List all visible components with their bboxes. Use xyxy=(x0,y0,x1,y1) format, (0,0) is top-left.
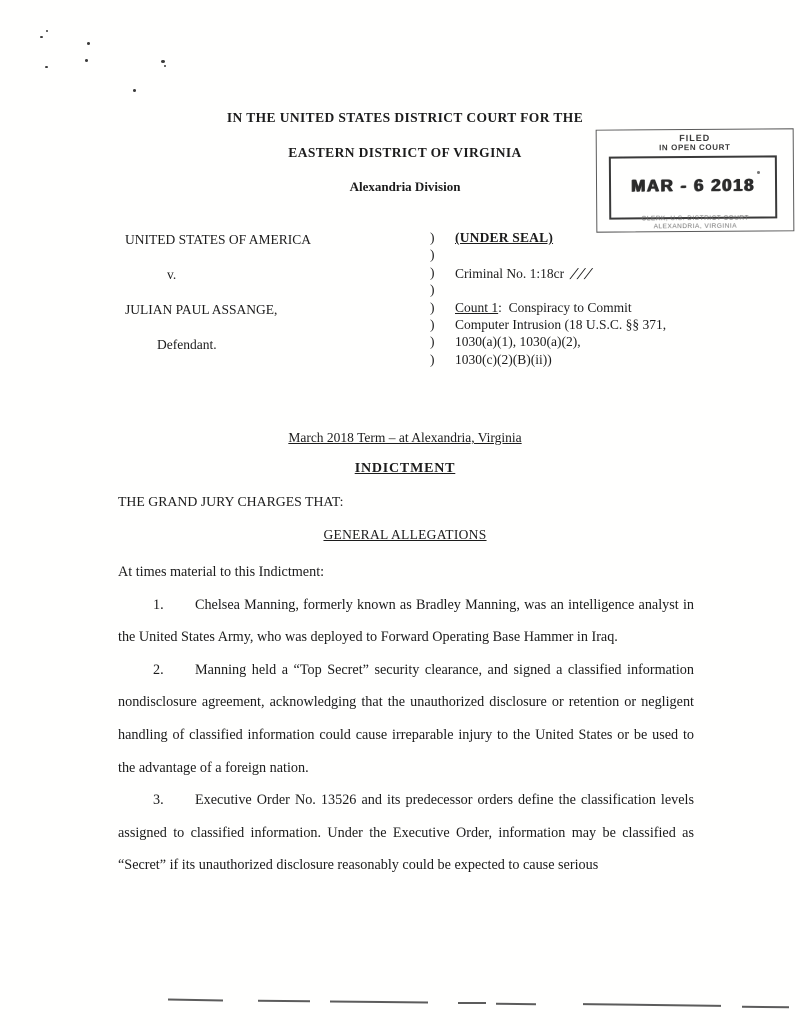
scan-dash xyxy=(742,1006,789,1008)
scan-speckle xyxy=(164,65,166,67)
grand-jury-charges-line: THE GRAND JURY CHARGES THAT: xyxy=(118,494,344,509)
paragraph-2-text: Manning held a “Top Secret” security clearance, and signed a classified information nondisclosure agreement, acknowledging that the unauthorized disclosure or retention or negligent handling of classified information could cause irreparable injury to the United States or be used to the advantage of a foreign nation. xyxy=(118,661,694,776)
scan-speckle xyxy=(161,60,165,63)
paragraph-3 xyxy=(118,784,694,882)
court-division: Alexandria Division xyxy=(349,179,461,194)
plaintiff-name: UNITED STATES OF AMERICA xyxy=(125,232,312,247)
caption-paren: ) xyxy=(430,316,435,332)
caption-charges-column xyxy=(455,229,700,368)
scan-speckle xyxy=(46,30,48,32)
paragraph-1-number: 1. xyxy=(153,596,164,613)
stamp-clerk-line2: ALEXANDRIA, VIRGINIA xyxy=(653,222,737,230)
scan-dash xyxy=(330,1000,428,1003)
scan-speckle xyxy=(87,42,90,45)
paragraph-2 xyxy=(118,654,694,784)
defendant-label: Defendant. xyxy=(157,337,217,352)
stamp-open-court-label: IN OPEN COURT xyxy=(659,142,731,153)
scan-dash xyxy=(583,1003,721,1006)
caption-paren: ) xyxy=(430,230,435,245)
paragraph-1-text: Chelsea Manning, formerly known as Bradley Manning, was an intelligence analyst in the United States Army, who was deployed to Forward Operating Base Hammer in Iraq. xyxy=(118,596,694,646)
indictment-title-text: INDICTMENT xyxy=(354,461,456,476)
criminal-number: Criminal No. 1:18cr xyxy=(455,265,565,281)
scan-speckle xyxy=(45,66,48,68)
term-line xyxy=(10,430,800,446)
caption-paren-column xyxy=(430,229,435,368)
indictment-title xyxy=(10,461,800,477)
count-line2: Computer Intrusion (18 U.S.C. §§ 371, xyxy=(455,316,667,332)
criminal-number-handwritten: /// xyxy=(569,263,596,283)
versus-label: v. xyxy=(167,267,177,282)
count-line4: 1030(c)(2)(B)(ii)) xyxy=(455,351,552,367)
paragraph-3-number: 3. xyxy=(153,792,164,809)
section-heading-general-allegations xyxy=(10,527,800,543)
caption-paren: ) xyxy=(430,334,435,350)
scan-dash xyxy=(258,1000,310,1002)
caption-paren: ) xyxy=(430,247,435,263)
scan-dash xyxy=(496,1003,536,1005)
scan-speckle xyxy=(133,89,136,92)
paragraph-1 xyxy=(118,589,694,654)
count-description: : Conspiracy to Commit xyxy=(498,299,632,315)
filed-stamp xyxy=(596,128,795,232)
caption-paren: ) xyxy=(430,351,435,367)
stamp-date-box xyxy=(609,155,777,219)
caption-paren: ) xyxy=(430,282,435,298)
paragraph-2-number: 2. xyxy=(153,661,164,678)
stamp-clerk-line1: CLERK, U.S. DISTRICT COURT xyxy=(641,214,749,223)
body-text xyxy=(118,556,694,882)
stamp-date: MAR - 6 2018 xyxy=(631,175,756,196)
defendant-name: JULIAN PAUL ASSANGE, xyxy=(125,302,278,317)
term-line-text: March 2018 Term – at Alexandria, Virginia xyxy=(288,430,522,445)
under-seal-label: (UNDER SEAL) xyxy=(455,230,554,245)
count-label: Count 1 xyxy=(455,299,499,315)
scan-speckle xyxy=(85,59,88,62)
stamp-filed-label: FILED xyxy=(679,132,711,144)
court-name-line1: IN THE UNITED STATES DISTRICT COURT FOR THE xyxy=(226,110,584,125)
paragraph-3-text: Executive Order No. 13526 and its predecessor orders define the classification levels assigned to classified information. Under the Executive Order, information may be classified as “Secret” if its unauthorized disclosure reasonably could be expected to cause serious xyxy=(118,792,694,874)
court-name-line2: EASTERN DISTRICT OF VIRGINIA xyxy=(288,145,522,160)
caption-paren: ) xyxy=(430,264,435,280)
scan-dash xyxy=(168,999,223,1002)
section-heading-text: GENERAL ALLEGATIONS xyxy=(323,527,487,542)
caption-paren: ) xyxy=(430,299,435,315)
scan-speckle xyxy=(40,36,43,38)
scan-dash xyxy=(458,1002,486,1004)
count-line3: 1030(a)(1), 1030(a)(2), xyxy=(455,334,581,350)
intro-line: At times material to this Indictment: xyxy=(118,564,325,580)
